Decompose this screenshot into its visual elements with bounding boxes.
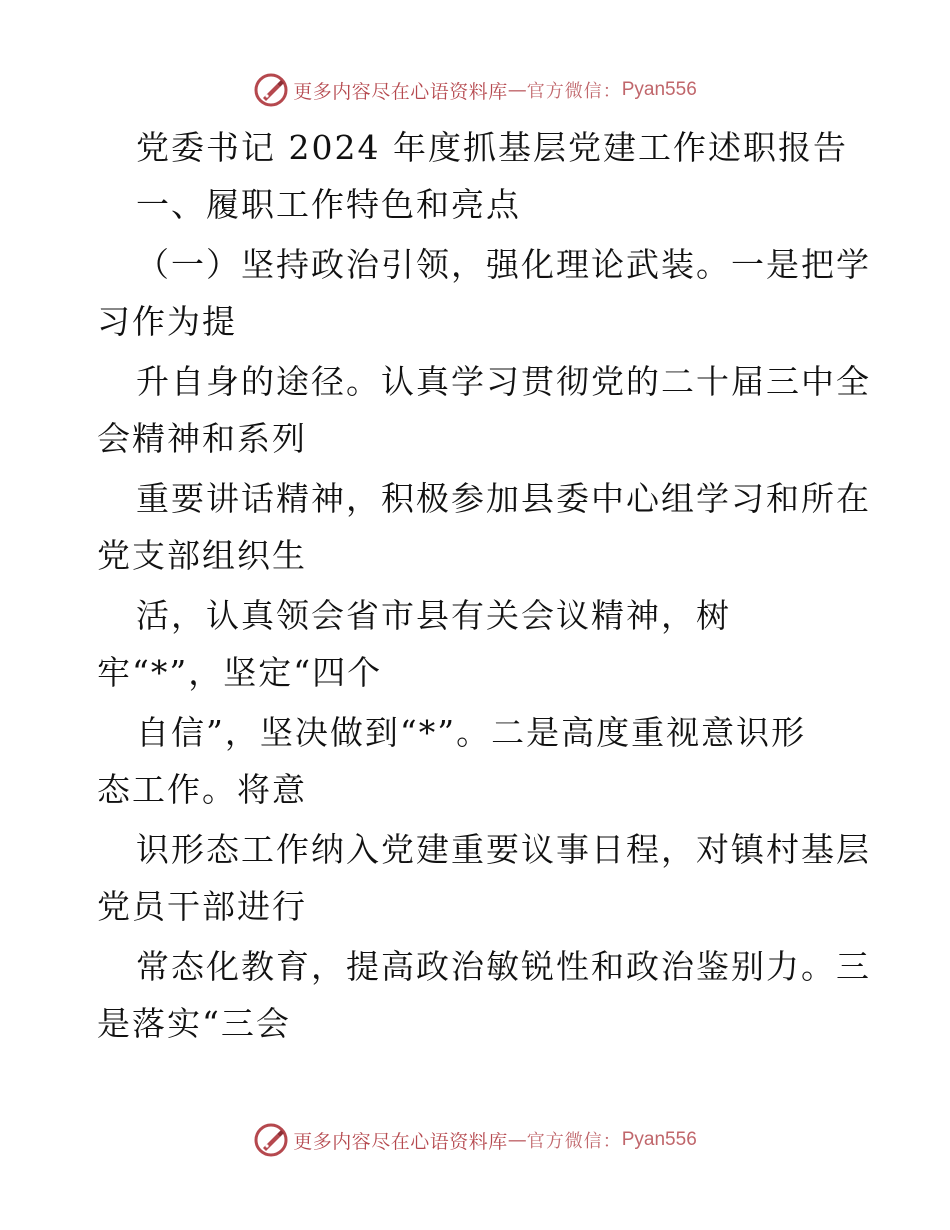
watermark-text: 更多内容尽在心语资料库 [293,1130,508,1153]
paragraph-line: 识形态工作纳入党建重要议事日程，对镇村基层 [136,830,871,869]
watermark-banner-bottom [0,1120,950,1160]
paragraph-line: 党支部组织生 [97,536,307,575]
paragraph-line: 牢“*”，坚定“四个 [97,653,383,692]
watermark-wechat-label: 官方微信： [526,1131,622,1152]
paragraph-line: 习作为提 [97,302,237,341]
paragraph-line: 活，认真领会省市县有关会议精神，树 [136,596,731,635]
paragraph-line: 是落实“三会 [97,1004,291,1043]
paragraph-line: 态工作。将意 [97,770,307,809]
paragraph-line: 党员干部进行 [97,887,307,926]
paragraph-line: 会精神和系列 [97,419,307,458]
paragraph-line: 自信”，坚决做到“*”。二是高度重视意识形 [136,713,807,752]
section-heading: 一、履职工作特色和亮点 [136,185,521,224]
pen-nib-icon [253,1122,289,1158]
document-title: 党委书记 2024 年度抓基层党建工作述职报告 [136,128,848,167]
watermark-separator: — [507,1129,527,1151]
paragraph-line: 升自身的途径。认真学习贯彻党的二十届三中全 [136,362,871,401]
paragraph-line: （一）坚持政治引领，强化理论武装。一是把学 [136,245,871,284]
paragraph-line: 常态化教育，提高政治敏锐性和政治鉴别力。三 [136,947,871,986]
watermark-separator: — [507,79,527,101]
watermark-wechat-label: 官方微信： [526,81,622,102]
watermark-text: 更多内容尽在心语资料库 [293,80,508,103]
watermark-wechat-id: Pyan556 [621,1129,697,1150]
paragraph-line: 重要讲话精神，积极参加县委中心组学习和所在 [136,479,871,518]
watermark-wechat-id: Pyan556 [621,79,697,100]
